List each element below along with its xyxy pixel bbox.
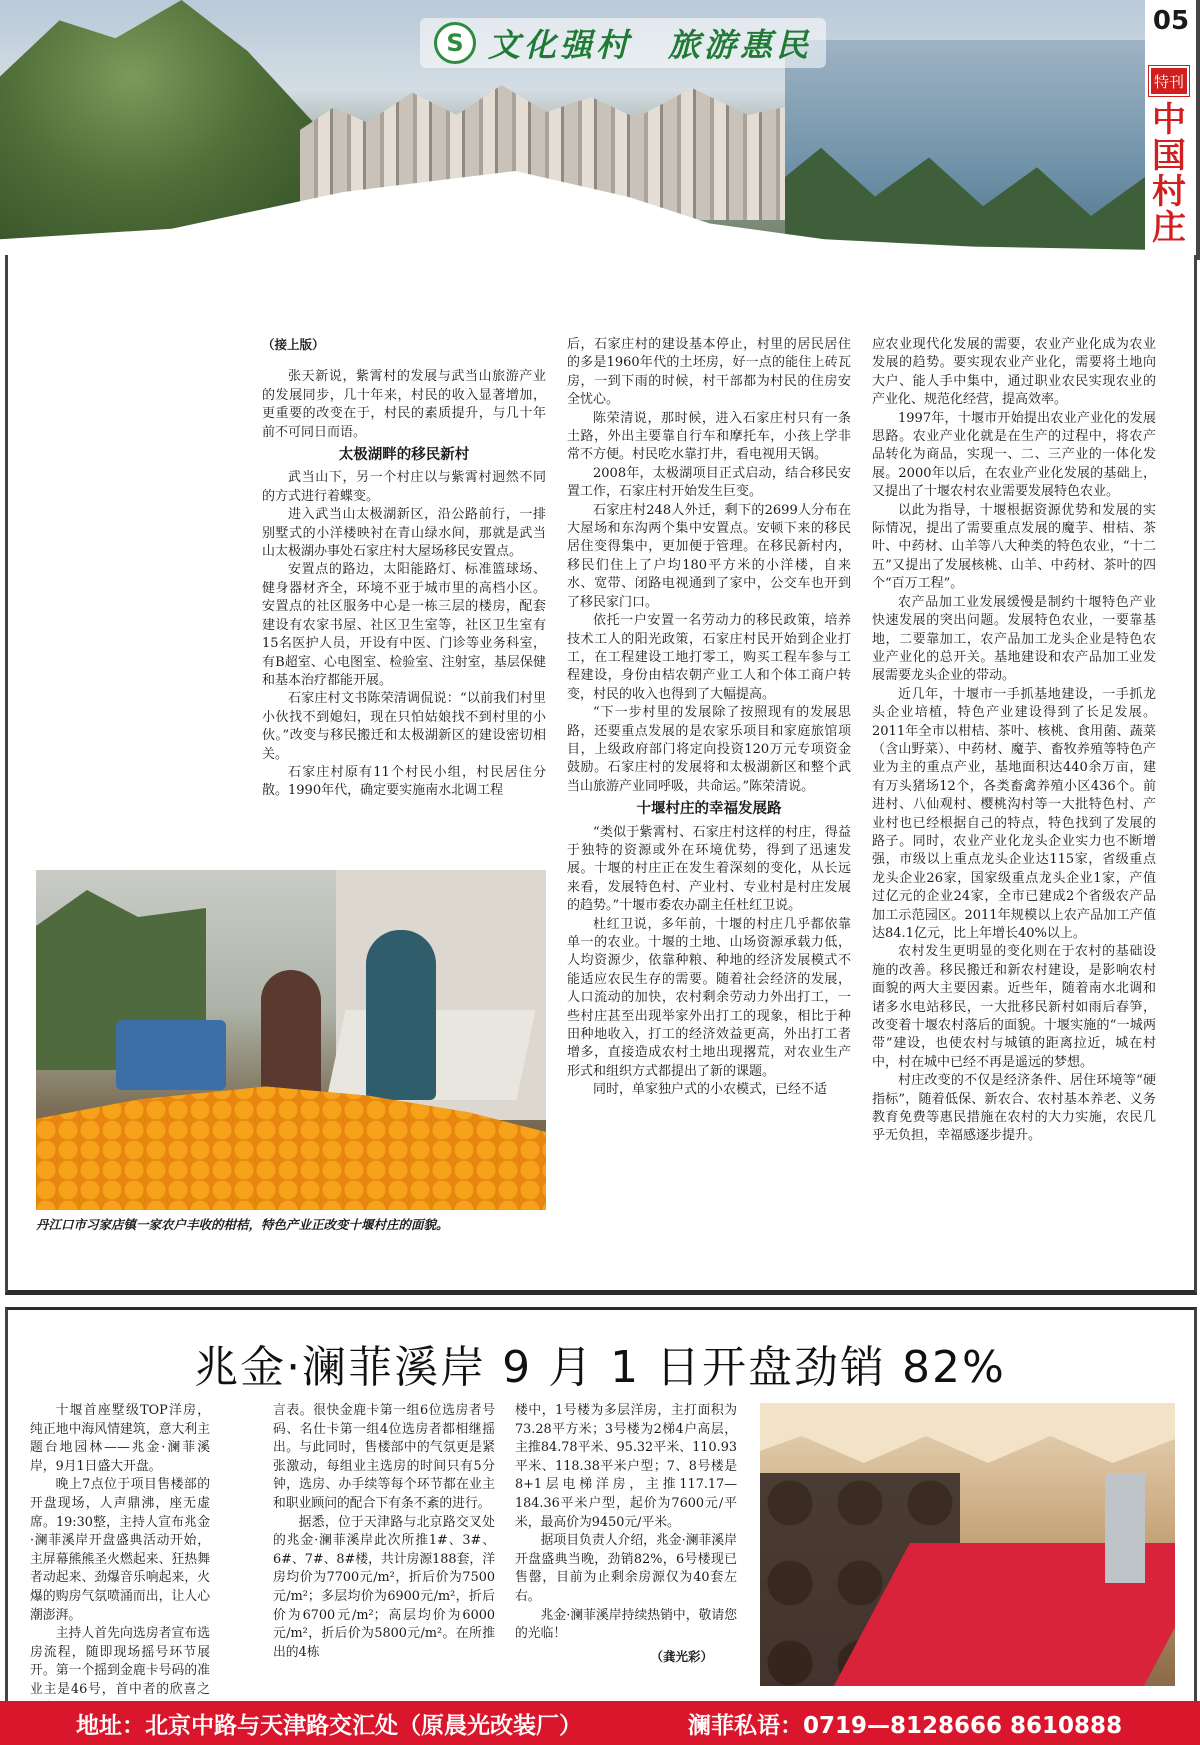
paragraph: 近几年，十堰市一手抓基地建设，一手抓龙头企业培植，特色产业建设得到了长足发展。2011年全市以柑桔、茶叶、核桃、食用菌、蔬菜（含山野菜）、中药材、魔芋、畜牧养殖等特色产业为主的重点产业，基地面积达440余万亩，建有万头猪场12个，各类畜禽养殖小区436个。前进村、八仙观村、樱桃沟村等一大批特色村、产业村也已经根据自己的特点，特色找到了发展的路子。同时，农业产业化龙头企业实力也不断增强，市级以上重点龙头企业达115家，省级重点龙头企业26家，国家级重点龙头企业1家，产值过亿元的企业24家，全市已建成2个省级农产品加工示范园区。2011年规模以上农产品加工产值达84.1亿元，比上年增长40%以上。 xyxy=(872,686,1156,941)
paragraph: 同时，单家独户式的小农模式，已经不适 xyxy=(593,1082,828,1098)
paragraph: 兆金·澜菲溪岸持续热销中，敬请您的光临！ xyxy=(515,1607,737,1642)
sales-event-photo xyxy=(760,1403,1175,1686)
article-column-2 xyxy=(567,336,851,1100)
ad-column-3 xyxy=(515,1402,737,1666)
ad-author: （龚光彩） xyxy=(650,1648,713,1664)
slogan-logo-icon: S xyxy=(434,22,476,64)
paragraph: 张天新说，紫霄村的发展与武当山旅游产业的发展同步，几十年来，村民的收入显著增加，更重要的改变在于，村民的素质提升，与几十年前不可同日而语。 xyxy=(262,369,546,440)
slogan-text: 文化强村 旅游惠民 xyxy=(488,26,813,64)
special-edition-badge: 特刊 xyxy=(1149,66,1189,96)
paragraph: 陈荣清说，那时候，进入石家庄村只有一条土路，外出主要靠自行车和摩托车，小孩上学非常不方便。村民吃水靠打井，看电视用天锅。 xyxy=(567,410,851,463)
footer-hotline: 澜菲私语：0719—8128666 8610888 xyxy=(688,1712,1123,1739)
paragraph: 应农业现代化发展的需要，农业产业化成为农业发展的趋势。要实现农业产业化，需要将土地向大户、能人手中集中，通过职业农民实现农业的产业化、规范化经营，提高效率。 xyxy=(872,337,1156,408)
paragraph: 据项目负责人介绍，兆金·澜菲溪岸开盘盛典当晚，劲销82%，6号楼现已售罄，目前为止剩余房源仅为40套左右。 xyxy=(515,1533,737,1604)
paragraph: 石家庄村文书陈荣清调侃说：“以前我们村里小伙找不到媳妇，现在只怕姑娘找不到村里的小伙。”改变与移民搬迁和太极湖新区的建设密切相关。 xyxy=(262,691,546,762)
paragraph: 言表。很快金鹿卡第一组6位选房者号码、名仕卡第一组4位选房者都相继摇出。与此同时，售楼部中的气氛更是紧张激动，每组业主选房的时间只有5分钟，选房、办手续等每个环节都在业主和职业顾问的配合下有条不紊的进行。 xyxy=(273,1403,495,1511)
continued-note: （接上版） xyxy=(262,337,325,352)
article-column-1 xyxy=(262,336,546,801)
paragraph: 后，石家庄村的建设基本停止，村里的居民居住的多是1960年代的土坯房，好一点的能住上砖瓦房，一到下雨的时候，村干部都为村民的住房安全忧心。 xyxy=(567,337,851,408)
ad-column-1 xyxy=(30,1402,210,1718)
paragraph: 石家庄村248人外迁，剩下的2699人分布在大屋场和东沟两个集中安置点。安顿下来的移民居住变得集中，更加便于管理。在移民新村内，移民们住上了户均180平方米的小洋楼，自来水、宽带、闭路电视通到了家中，公交车也开到了移民家门口。 xyxy=(567,502,851,610)
paragraph: 1997年，十堰市开始提出农业产业化的发展思路。农业产业化就是在生产的过程中，将农产品转化为商品，实现一、二、三产业的一体化发展。2000年以后，在农业产业化发展的基础上，又提出了十堰农村农业需要发展特色农业。 xyxy=(872,410,1156,500)
paragraph: 进入武当山太极湖新区，沿公路前行，一排别墅式的小洋楼映衬在青山绿水间，那就是武当山太极湖办事处石家庄村大屋场移民安置点。 xyxy=(262,507,546,560)
paragraph: 农村发生更明显的变化则在于农村的基础设施的改善。移民搬迁和新农村建设，是影响农村面貌的两大主要因素。近些年，随着南水北调和诸多水电站移民，一大批移民新村如雨后春笋，改变着十堰农村落后的面貌。十堰实施的“一城两带”建设，也使农村与城镇的距离拉近，城在村中，村在城中已经不再是遥远的梦想。 xyxy=(872,944,1156,1070)
rail-divider xyxy=(1196,0,1200,260)
header-banner xyxy=(0,0,1145,255)
paragraph: “下一步村里的发展除了按照现有的发展思路，还要重点发展的是农家乐项目和家庭旅馆项目，上级政府部门将定向投资120万元专项资金鼓励。石家庄村的发展将和太极湖新区和整个武当山旅游产业同呼吸，共命运。”陈荣清说。 xyxy=(567,705,851,794)
slogan-group xyxy=(420,18,826,68)
paragraph: 晚上7点位于项目售楼部的开盘现场，人声鼎沸，座无虚席。19:30整，主持人宣布兆金·澜菲溪岸开盘盛典活动开始，主屏幕熊熊圣火燃起来、狂热舞者动起来、劲爆音乐响起来，火爆的购房气氛喷涌而出，让人心潮澎湃。 xyxy=(30,1477,210,1623)
ad-headline: 兆金·澜菲溪岸 9 月 1 日开盘劲销 82% xyxy=(194,1342,1006,1393)
paragraph: 以此为指导，十堰根据资源优势和发展的实际情况，提出了需要重点发展的魔芋、柑桔、茶叶、中药材、山羊等八大种类的特色农业，“十二五”又提出了发展核桃、山羊、中药材、茶叶的四个“百万工程”。 xyxy=(872,502,1156,592)
photo-man xyxy=(366,930,436,1100)
section-title: 中国村庄 xyxy=(1152,100,1186,248)
paragraph: 武当山下，另一个村庄以与紫霄村迥然不同的方式进行着蝶变。 xyxy=(262,470,546,504)
article-column-3 xyxy=(872,336,1156,1146)
paragraph: 主持人首先向选房者宣布选房流程，随即现场摇号环节展开。第一个摇到金鹿卡号码的准业主是46号，首中者的欣喜之 xyxy=(30,1626,210,1697)
paragraph: 十堰首座墅级TOP洋房，纯正地中海风情建筑，意大利主题台地园林——兆金·澜菲溪岸，9月1日盛大开盘。 xyxy=(30,1403,210,1474)
photo-caption: 丹江口市习家店镇一家农户丰收的柑桔，特色产业正改变十堰村庄的面貌。 xyxy=(36,1217,449,1232)
photo-kiosk xyxy=(1105,1473,1145,1583)
subheading: 太极湖畔的移民新村 xyxy=(338,447,470,464)
page-number: 05 xyxy=(1152,6,1190,36)
subheading: 十堰村庄的幸福发展路 xyxy=(636,801,782,818)
paragraph: 据悉，位于天津路与北京路交叉处的兆金·澜菲溪岸此次所推1#、3#、6#、7#、8#楼，共计房源188套，洋房均价为7700元/m²，折后价为7500元/m²；多层均价为6900元/m²，折后价为6700元/m²；高层均价为6000元/m²，折后价为5800元/m²。在所推出的4栋 xyxy=(273,1514,495,1660)
paragraph: 2008年，太极湖项目正式启动，结合移民安置工作，石家庄村开始发生巨变。 xyxy=(567,465,851,500)
paragraph: “类似于紫霄村、石家庄村这样的村庄，得益于独特的资源或外在环境优势，得到了迅速发展。十堰的村庄正在发生着深刻的变化，从长远来看，发展特色村、产业村、专业村是村庄发展的趋势。”十堰市委农办副主任杜红卫说。 xyxy=(567,824,851,914)
ad-column-2 xyxy=(273,1402,495,1662)
paragraph: 杜红卫说，多年前，十堰的村庄几乎都依靠单一的农业。十堰的土地、山场资源承载力低，人均资源少，依靠种粮、种地的经济发展模式不能适应农民生存的需要。随着社会经济的发展，人口流动的加快，农村剩余劳动力外出打工，一些村庄甚至出现举家外出打工的现象，相比于种田种地收入，打工的经济效益更高，外出打工者增多，直接造成农村土地出现撂荒，对农业生产形式和组织方式都提出了新的课题。 xyxy=(567,916,851,1079)
paragraph: 楼中，1号楼为多层洋房，主打面积为73.28平方米；3号楼为2梯4户高层，主推84.78平米、95.32平米、110.93平米、118.38平米户型；7、8号楼是8+1层电梯洋房，主推117.17—184.36平米户型，起价为7600元/平米，最高价为9450元/平米。 xyxy=(515,1403,737,1530)
paragraph: 石家庄村原有11个村民小组，村民居住分散。1990年代，确定要实施南水北调工程 xyxy=(262,764,546,799)
paragraph: 农产品加工业发展缓慢是制约十堰特色产业快速发展的突出问题。发展特色农业，一要靠基地，二要靠加工，农产品加工龙头企业是特色农业产业化的总开关。基地建设和农产品加工业发展需要龙头企业的带动。 xyxy=(872,594,1156,684)
paragraph: 安置点的路边，太阳能路灯、标准篮球场、健身器材齐全，环境不亚于城市里的高档小区。安置点的社区服务中心是一栋三层的楼房，配套建设有农家书屋、社区卫生室等，社区卫生室有15名医护人员，开设有中医、门诊等业务科室，有B超室、心电图室、检验室、注射室，基层保健和基本治疗都能开展。 xyxy=(262,562,546,688)
orange-harvest-photo xyxy=(36,870,546,1210)
footer-address: 地址：北京中路与天津路交汇处（原晨光改装厂） xyxy=(76,1712,582,1739)
paragraph: 村庄改变的不仅是经济条件、居住环境等“硬指标”，随着低保、新农合、农村基本养老、义务教育免费等惠民措施在农村的大力实施，农民几乎无负担，幸福感逐步提升。 xyxy=(872,1073,1156,1144)
paragraph: 依托一户安置一名劳动力的移民政策，培养技术工人的阳光政策，石家庄村民开始到企业打工，在工程建设工地打零工，购买工程车参与工程建设，身份由桔农朝产业工人和个体工商户转变，村民的收入也得到了大幅提高。 xyxy=(567,613,851,702)
photo-curtain xyxy=(760,1403,1175,1463)
photo-blue-cart xyxy=(116,1020,226,1090)
footer-bar xyxy=(0,1701,1200,1745)
